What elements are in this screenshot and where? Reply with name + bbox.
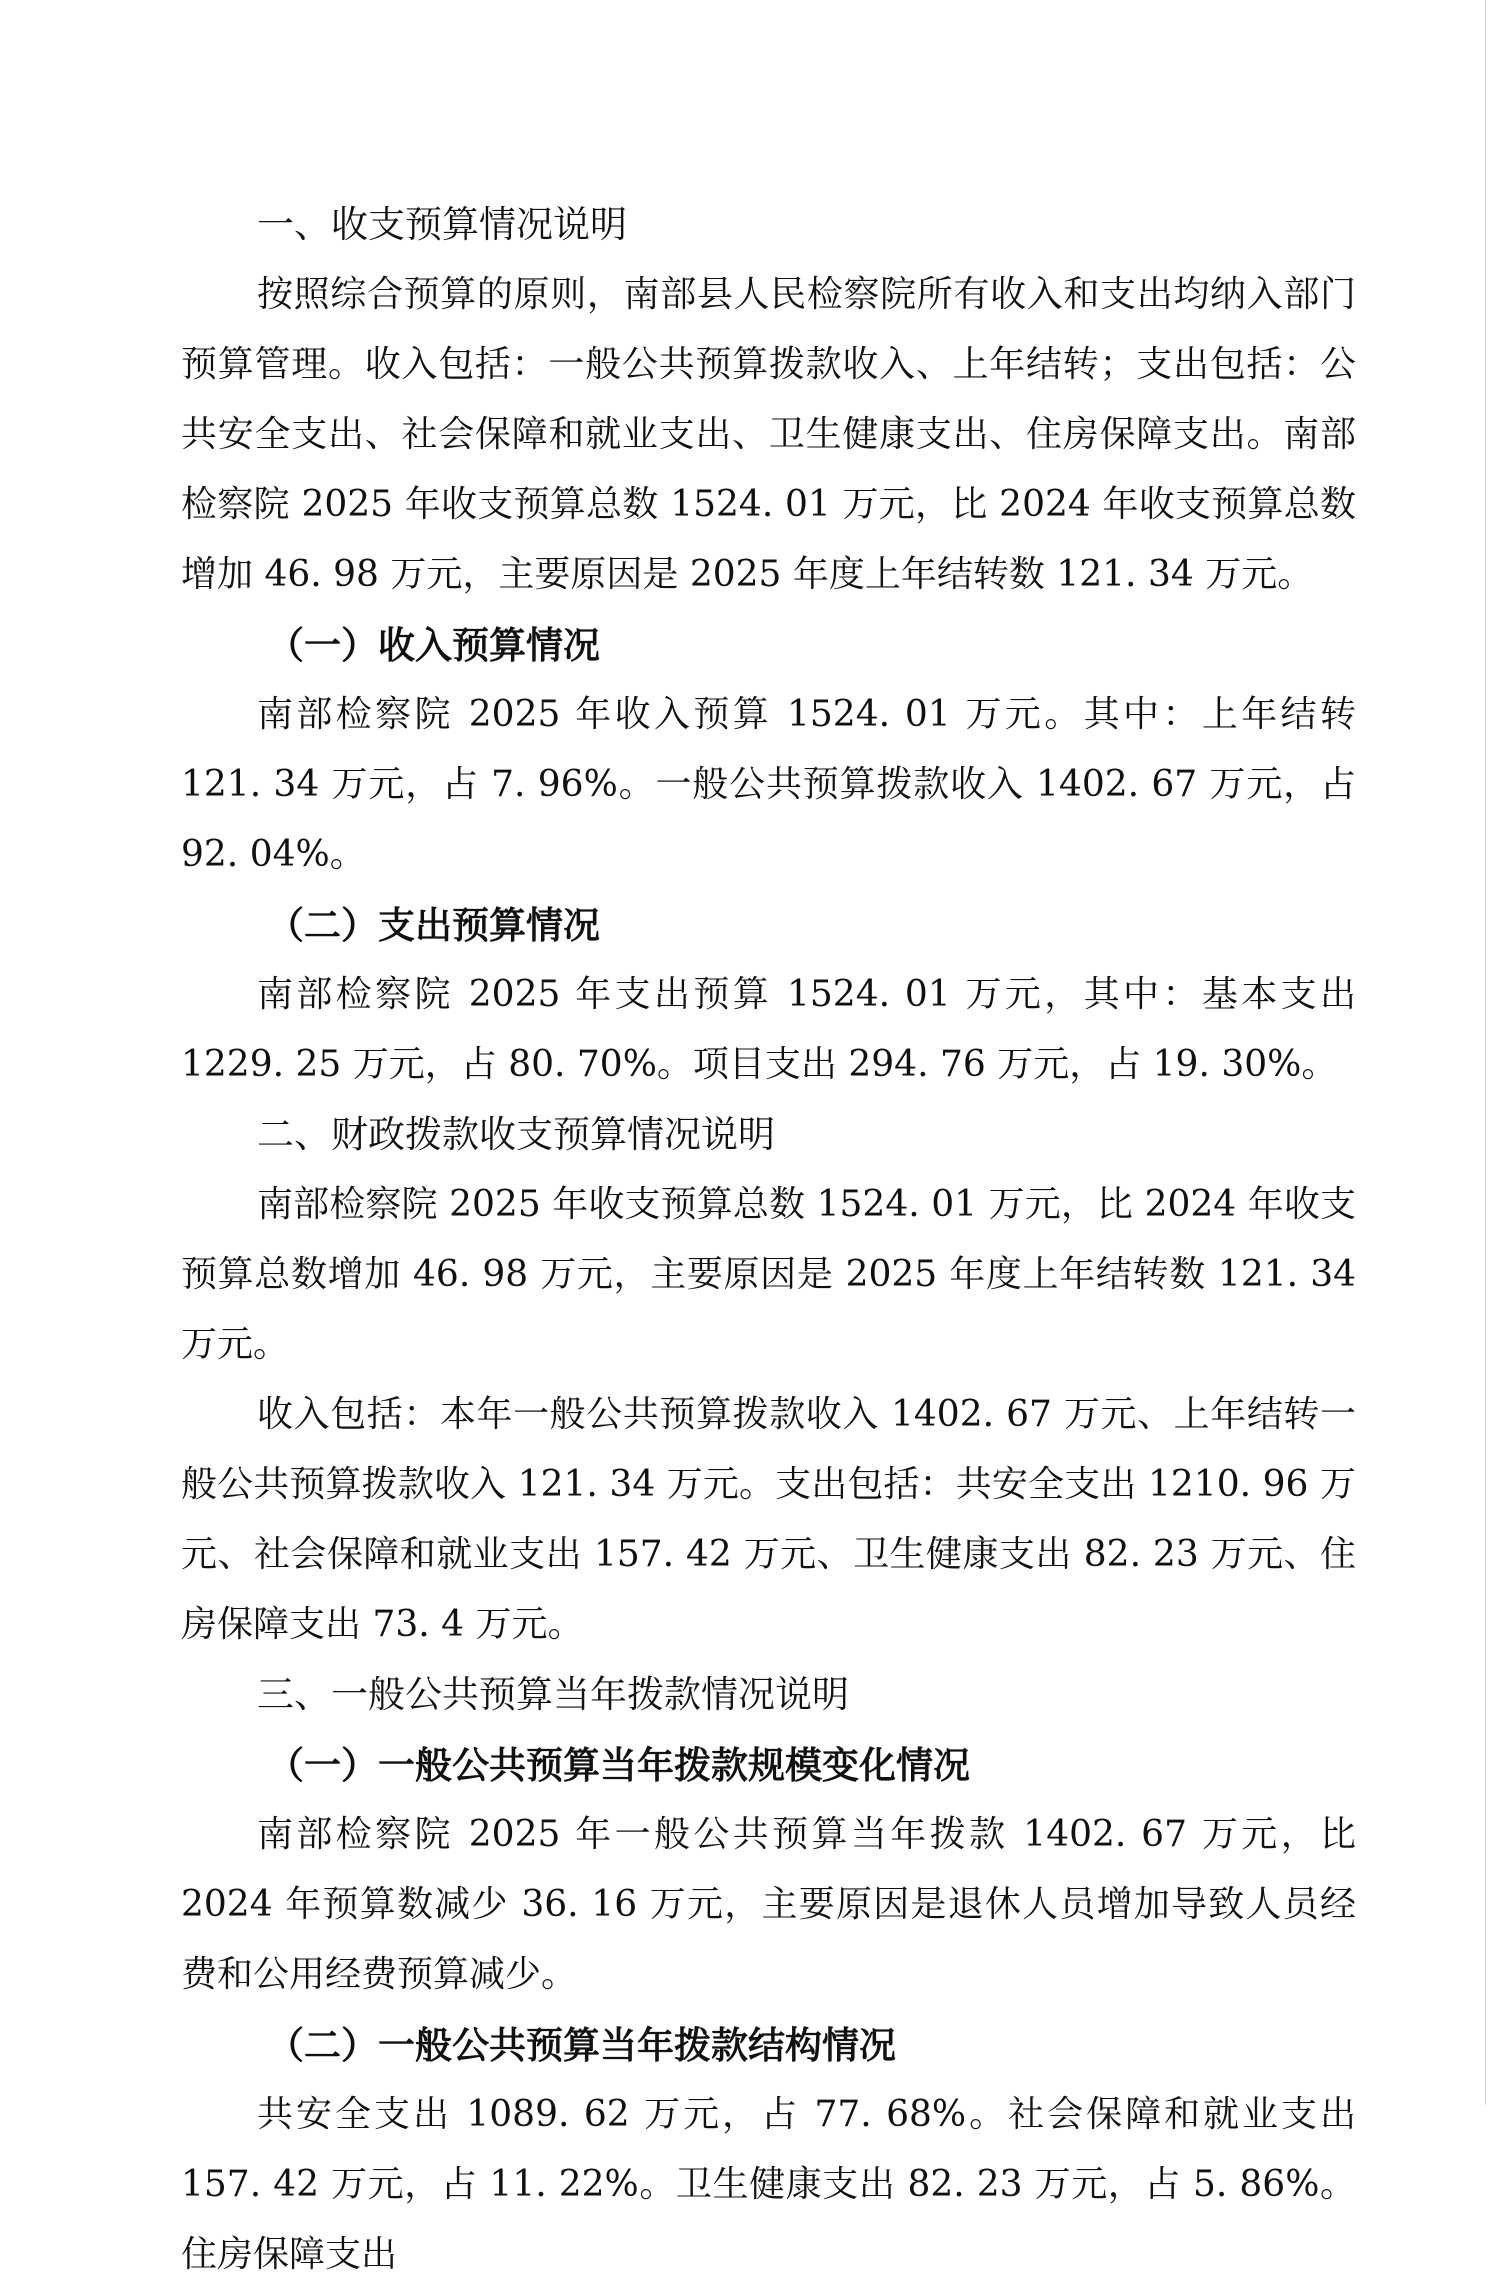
subsection-heading-expenditure: （二）支出预算情况 bbox=[267, 903, 600, 947]
section-heading-3: 三、一般公共预算当年拨款情况说明 bbox=[257, 1673, 849, 1716]
section-heading-2: 二、财政拨款收支预算情况说明 bbox=[257, 1113, 775, 1156]
paragraph-fiscal-total: 南部检察院 2025 年收支预算总数 1524. 01 万元，比 2024 年收支预算总数增加 46. 98 万元，主要原因是 2025 年度上年结转数 121. 34 万元。 bbox=[181, 1184, 1356, 1365]
paragraph-income: 南部检察院 2025 年收入预算 1524. 01 万元。其中：上年结转 121. 34 万元，占 7. 96%。一般公共预算拨款收入 1402. 67 万元，占 92. 04%。 bbox=[181, 694, 1356, 875]
section-heading-1: 一、收支预算情况说明 bbox=[257, 203, 627, 246]
paragraph-scale: 南部检察院 2025 年一般公共预算当年拨款 1402. 67 万元，比 2024 年预算数减少 36. 16 万元，主要原因是退休人员增加导致人员经费和公用经费预算减少。 bbox=[181, 1814, 1356, 1995]
paragraph-expenditure: 南部检察院 2025 年支出预算 1524. 01 万元，其中：基本支出 1229. 25 万元，占 80. 70%。项目支出 294. 76 万元，占 19. 30%。 bbox=[181, 974, 1356, 1085]
subsection-heading-scale: （一）一般公共预算当年拨款规模变化情况 bbox=[267, 1743, 970, 1787]
paragraph-fiscal-breakdown: 收入包括：本年一般公共预算拨款收入 1402. 67 万元、上年结转一般公共预算拨款收入 121. 34 万元。支出包括：共安全支出 1210. 96 万元、社会保障和就业支出 157. 42 万元、卫生健康支出 82. 23 万元、住房保障支出 73. 4 万元。 bbox=[181, 1394, 1356, 1645]
subsection-heading-structure: （二）一般公共预算当年拨款结构情况 bbox=[267, 2023, 896, 2067]
document-body bbox=[181, 190, 1356, 2290]
page-edge-divider bbox=[1485, 0, 1486, 2105]
paragraph-structure: 共安全支出 1089. 62 万元，占 77. 68%。社会保障和就业支出 157. 42 万元，占 11. 22%。卫生健康支出 82. 23 万元，占 5. 86%。住房保障支出 bbox=[181, 2094, 1356, 2275]
subsection-heading-income: （一）收入预算情况 bbox=[267, 623, 600, 667]
paragraph-budget-overview: 按照综合预算的原则，南部县人民检察院所有收入和支出均纳入部门预算管理。收入包括：一般公共预算拨款收入、上年结转；支出包括：公共安全支出、社会保障和就业支出、卫生健康支出、住房保障支出。南部检察院 2025 年收支预算总数 1524. 01 万元，比 2024 年收支预算总数增加 46. 98 万元，主要原因是 2025 年度上年结转数 121. 34 万元。 bbox=[181, 274, 1356, 595]
